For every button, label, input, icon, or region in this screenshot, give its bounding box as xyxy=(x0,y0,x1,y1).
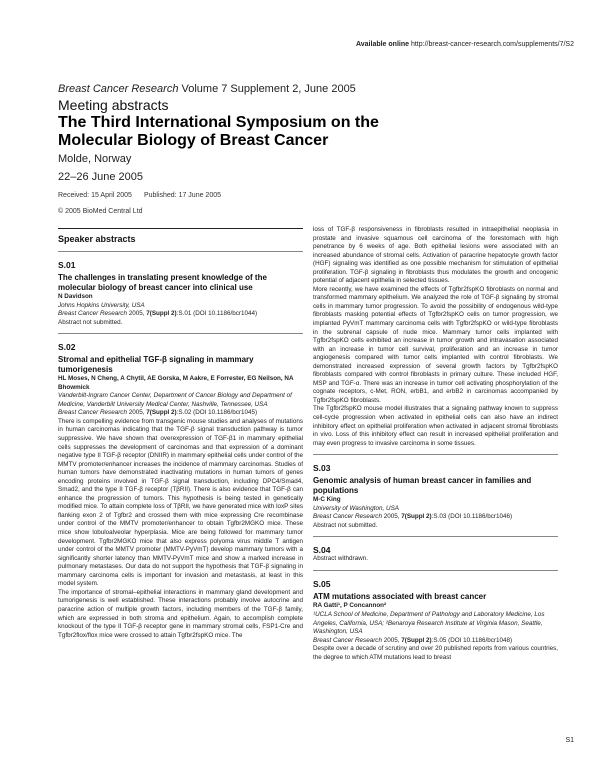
citation-journal: Breast Cancer Research xyxy=(58,409,127,417)
title-line-2: Molecular Biology of Breast Cancer xyxy=(58,132,329,149)
meeting-dates: 22–26 June 2005 xyxy=(58,171,144,183)
citation-volume: 7(Suppl 2) xyxy=(146,310,177,318)
citation-volume: 7(Suppl 2) xyxy=(401,513,432,521)
abstract-body xyxy=(313,645,558,662)
section-rule xyxy=(58,228,303,229)
citation-doi[interactable]: :S.01 (DOI 10.1186/bcr1044) xyxy=(176,310,258,318)
citation-volume: 7(Suppl 2) xyxy=(146,409,177,417)
divider xyxy=(58,333,303,334)
citation-doi[interactable]: :S.02 (DOI 10.1186/bcr1045) xyxy=(176,409,258,417)
availability-line xyxy=(356,41,574,48)
abstract-authors: M-C King xyxy=(313,496,341,504)
divider xyxy=(313,536,558,537)
abstract-affiliation: University of Washington, USA xyxy=(313,504,399,512)
abstract-number: S.03 xyxy=(313,463,331,474)
citation-journal: Breast Cancer Research xyxy=(58,310,127,318)
citation-year: 2005, xyxy=(381,513,402,521)
abstract-citation xyxy=(313,637,558,646)
body-paragraph: loss of TGF-β responsiveness in fibroblasts resulted in intraepithelial neoplasia in prostate and invasive squamous cell carcinoma of the forestomach with high penetrance by 6 weeks of age. Both epithelial lesions were associated with an increased abundance of stromal cells. Activation of paracrine hepatocyte growth factor (HGF) signaling was identified as one possible mechanism for stimulation of epithelial proliferation. TGF-β signaling in fibroblasts thus modulates the growth and oncogenic potential of adjacent epithelia in selected tissues. xyxy=(313,226,558,285)
abstract-number: S.01 xyxy=(58,260,76,270)
supplement-url[interactable]: http://breast-cancer-research.com/supplements/7/S2 xyxy=(410,41,574,48)
abstract-body xyxy=(58,418,303,640)
abstract-citation xyxy=(58,310,303,319)
journal-name: Breast Cancer Research xyxy=(58,83,179,95)
published-date: Published: 17 June 2005 xyxy=(143,192,221,199)
citation-journal: Breast Cancer Research xyxy=(313,513,382,521)
title-line-1: The Third International Symposium on the xyxy=(58,114,379,131)
abstract-number: S.02 xyxy=(58,342,76,353)
section-heading: Speaker abstracts xyxy=(58,234,136,244)
abstract-authors: RA Gatti¹, P Concannon² xyxy=(313,602,387,610)
abstract-affiliation: Johns Hopkins University, USA xyxy=(58,301,145,309)
abstract-note: Abstract not submitted. xyxy=(58,318,123,326)
right-column xyxy=(313,226,558,662)
abstract-note: Abstract withdrawn. xyxy=(313,555,368,563)
abstract-note: Abstract not submitted. xyxy=(313,521,378,529)
body-paragraph: Despite over a decade of scrutiny and over 20 published reports from various countries, the degree to which ATM mutations lead to breast xyxy=(313,645,558,661)
divider xyxy=(313,454,558,455)
abstract-authors: HL Moses, N Cheng, A Chytil, AE Gorska, M Aakre, E Forrester, EG Neilson, NA Bhowmick xyxy=(58,375,294,391)
citation-doi[interactable]: :S.03 (DOI 10.1186/bcr1046) xyxy=(431,513,513,521)
meeting-place: Molde, Norway xyxy=(58,153,132,165)
abstract-citation xyxy=(313,513,558,522)
abstract-number: S.05 xyxy=(313,578,331,589)
abstract-affiliation: Vanderbilt-Ingram Cancer Center, Department of Cancer Biology and Department of Medicine, Vanderbilt University Medical Center, Nashville, Tennessee, USA xyxy=(58,392,292,408)
abstract-title: Genomic analysis of human breast cancer in families and populations xyxy=(313,476,532,495)
divider xyxy=(313,570,558,571)
abstract-affiliation: ¹UCLA School of Medicine, Department of Pathology and Laboratory Medicine, Los Angeles, California, USA; ²Benaroya Research Institute at Virginia Mason, Seattle, Washington, USA xyxy=(313,611,545,636)
abstract-title: The challenges in translating present knowledge of the molecular biology of breast cancer into clinical use xyxy=(58,273,267,292)
page-title xyxy=(58,114,578,150)
divider xyxy=(58,251,303,252)
abstract-citation xyxy=(58,409,303,418)
body-paragraph: The importance of stromal–epithelial interactions in mammary gland development and tumorigenesis is well established. These interactions probably involve autocrine and paracrine action of multiple growth factors, including members of the TGF-β family, which are expressed in both stroma and epithelium. Again, to accomplish complete knockout of the type II TGF-β receptor gene in mammary stromal cells, FSP1-Cre and Tgfbr2flox/flox mice were crossed to attain Tgfbr2fspKO mice. The xyxy=(58,588,303,639)
abstract-authors: N Davidson xyxy=(58,293,93,300)
body-paragraph: There is compelling evidence from transgenic mouse studies and analyses of mutations in human carcinomas indicating that the TGF-β signal transduction pathway is tumor suppressive. We have shown that overexpression of TGF-β1 in mammary epithelial cells suppresses the development of carcinomas and that expression of a dominant negative type II TGF-β receptor (DNIIR) in mammary epithelial cells under control of the MMTV promoter/enhancer increases the incidence of mammary carcinomas. Studies of human tumors have demonstrated inactivating mutations in human tumors of genes encoding proteins involved in TGF-β signal transduction, including DPC4/Smad4, Smad2, and the type II TGF-β receptor (TβRII). There is also evidence that TGF-β can enhance the progression of tumors. This hypothesis is being tested in genetically modified mice. To attain complete loss of TβRII, we have generated mice with loxP sites flanking exon 2 of Tgfbr2 and crossed them with mice expressing Cre recombinase under control of the MMTV promoter/enhancer to obtain Tgfbr2MGKO mice. These mice show lobuloalveolar hyperplasia. Mice are being followed for mammary tumor development. Tgfbr2MGKO mice that also express polyoma virus middle T antigen under control of the MMTV promoter (MMTV-PyVmT) develop mammary tumors with a significantly shorter latency than MMTV-PyVmT mice and show a marked increase in pulmonary metastases. Our data do not support the hypothesis that TGF-β signaling in mammary carcinoma cells is important for invasion and metastasis, at least in this model system. xyxy=(58,417,303,588)
citation-year: 2005, xyxy=(381,636,402,644)
abstract-body-continued xyxy=(313,226,558,448)
article-header xyxy=(58,83,578,215)
copyright: © 2005 BioMed Central Ltd xyxy=(58,208,143,215)
citation-year: 2005, xyxy=(126,310,147,318)
available-online-label: Available online xyxy=(355,41,410,48)
journal-line xyxy=(58,83,578,96)
journal-volume: Volume 7 Supplement 2, June 2005 xyxy=(178,83,356,95)
body-paragraph: The Tgfbr2fspKO mouse model illustrates that a signaling pathway known to suppress cell-cycle progression when activated in epithelial cells can also have an indirect inhibitory effect on epithelial proliferation when activated in adjacent stromal fibroblasts in vivo. Loss of this inhibitory effect can result in increased epithelial proliferation and may even progress to invasive carcinoma in some tissues. xyxy=(313,405,558,447)
citation-journal: Breast Cancer Research xyxy=(313,636,382,644)
body-paragraph: More recently, we have examined the effects of Tgfbr2fspKO fibroblasts on normal and transformed mammary epithelium. We analyzed the role of TGF-β signaling by stromal cells in mammary tumor progression. To avoid the possibility of endogenous wild-type fibroblasts masking potential effects of Tgfbr2fspKO cells on tumor progression, we implanted PyVmT mammary carcinoma cells with Tgfbr2fspKO or wild-type fibroblasts in the subrenal capsule of nude mice. Mammary tumor cells implanted with Tgfbr2fspKO cells exhibited an increase in tumor growth and intravasation associated with an increase in tumor cell survival, proliferation and an increase in tumor angiogenesis compared with tumor cells implanted with control fibroblasts. We demonstrated increased expression of several growth factors by Tgfbr2fspKO fibroblasts compared with control fibroblasts in primary culture. These included HGF, MSP and TGF-α. There was an increase in tumor cell activating phosphorylation of the cognate receptors, c-Met, RON, erbB1, and erbB2 in carcinomas accompanied by Tgfbr2fspKO fibroblasts. xyxy=(313,285,558,404)
publication-dates xyxy=(58,192,578,199)
received-date: Received: 15 April 2005 xyxy=(58,192,132,199)
page-number: S1 xyxy=(565,737,574,744)
left-column xyxy=(58,228,303,640)
citation-doi[interactable]: :S.05 (DOI 10.1186/bcr1048) xyxy=(431,636,513,644)
citation-year: 2005, xyxy=(126,409,147,417)
abstract-title: ATM mutations associated with breast cancer xyxy=(313,591,487,601)
meeting-heading: Meeting abstracts xyxy=(58,97,169,113)
abstract-number: S.04 xyxy=(313,545,331,556)
citation-volume: 7(Suppl 2) xyxy=(401,636,432,644)
abstract-title: Stromal and epithelial TGF-β signaling in mammary tumorigenesis xyxy=(58,355,254,374)
